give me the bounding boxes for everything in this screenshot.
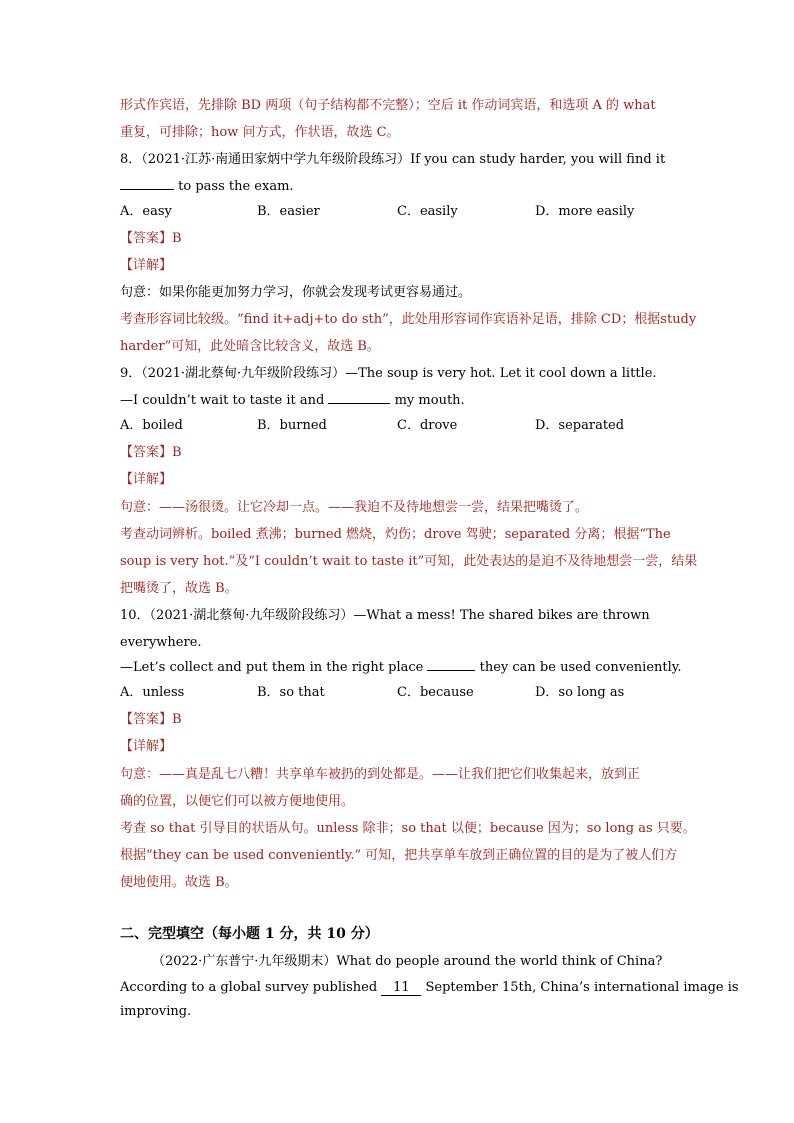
q9-analysis: soup is very hot.”及“I couldn’t wait to taste it”可知，此处表达的是迫不及待地想尝一尝，结果 [120,554,698,569]
q10-analysis: 根据“they can be used conveniently.” 可知，把共享单车放到正确位置的目的是为了被人们方 [120,848,678,863]
q8-stem: 8．（2021·江苏·南通田家炳中学九年级阶段练习）If you can study harder, you will find it [120,152,666,167]
q8-detail-label: 【详解】 [120,258,173,273]
option-b: B．easier [257,204,320,219]
q8-answer: 【答案】B [120,231,182,246]
option-a: A．easy [120,204,172,219]
prev-analysis-line: 形式作宾语，先排除 BD 两项（句子结构都不完整）；空后 it 作动词宾语，和选项 A 的 what [120,98,656,113]
q10-stem-cont: —Let’s collect and put them in the right place they can be used conveniently. [120,654,676,681]
option-c: C．easily [397,204,458,219]
q9-meaning: 句意：——汤很烫。让它冷却一点。——我迫不及待地想尝一尝，结果把嘴烫了。 [120,500,589,515]
q10-stem: 10．（2021·湖北蔡甸·九年级阶段练习）—What a mess! The shared bikes are thrown [120,608,650,623]
q9-detail-label: 【详解】 [120,472,173,487]
answer-blank [427,656,475,671]
option-d: D．separated [535,418,625,433]
q9-analysis: 考查动词辨析。boiled 煮沸；burned 燃烧，灼伤；drove 驾驶；separated 分离；根据“The [120,527,671,542]
section-title: 二、完型填空（每小题 1 分，共 10 分） [120,926,379,942]
passage-line: improving. [120,1004,192,1019]
option-c: C．drove [397,418,458,433]
option-c: C．because [397,685,474,700]
q9-stem-cont: —I couldn’t wait to taste it and my mouth. [120,387,676,414]
q10-meaning: 确的位置，以便它们可以被方便地使用。 [120,794,355,809]
option-a: A．unless [120,685,185,700]
passage-line: According to a global survey published 11 September 15th, China’s international image is [120,980,739,995]
q8-analysis: 考查形容词比较级。“find it+adj+to do sth”，此处用形容词作宾语补足语，排除 CD；根据study [120,312,697,327]
q9-answer: 【答案】B [120,445,182,460]
q10-analysis: 考查 so that 引导目的状语从句。unless 除非；so that 以便；because 因为；so long as 只要。 [120,821,696,836]
q10-meaning: 句意：——真是乱七八糟！共享单车被扔的到处都是。——让我们把它们收集起来，放到正 [120,767,641,782]
q8-stem-cont: to pass the exam. [120,173,676,200]
q9-analysis: 把嘴烫了，故选 B。 [120,581,238,596]
option-a: A．boiled [120,418,183,433]
q8-meaning: 句意：如果你能更加努力学习，你就会发现考试更容易通过。 [120,285,472,300]
option-b: B．so that [257,685,325,700]
q8-analysis: harder”可知，此处暗含比较含义，故选 B。 [120,339,380,354]
q10-answer: 【答案】B [120,712,182,727]
q10-analysis: 便地使用。故选 B。 [120,875,238,890]
cloze-blank: 11 [381,980,421,996]
option-b: B．burned [257,418,327,433]
passage-line: （2022·广东普宁·九年级期末）What do people around the world think of China? [152,954,663,969]
q10-detail-label: 【详解】 [120,739,173,754]
option-d: D．so long as [535,685,625,700]
q10-stem: everywhere. [120,635,202,650]
q9-stem: 9．（2021·湖北蔡甸·九年级阶段练习）—The soup is very hot. Let it cool down a little. [120,366,657,381]
option-d: D．more easily [535,204,635,219]
prev-analysis-line: 重复，可排除；how 问方式，作状语，故选 C。 [120,125,400,140]
answer-blank [328,389,390,404]
answer-blank [120,175,174,190]
